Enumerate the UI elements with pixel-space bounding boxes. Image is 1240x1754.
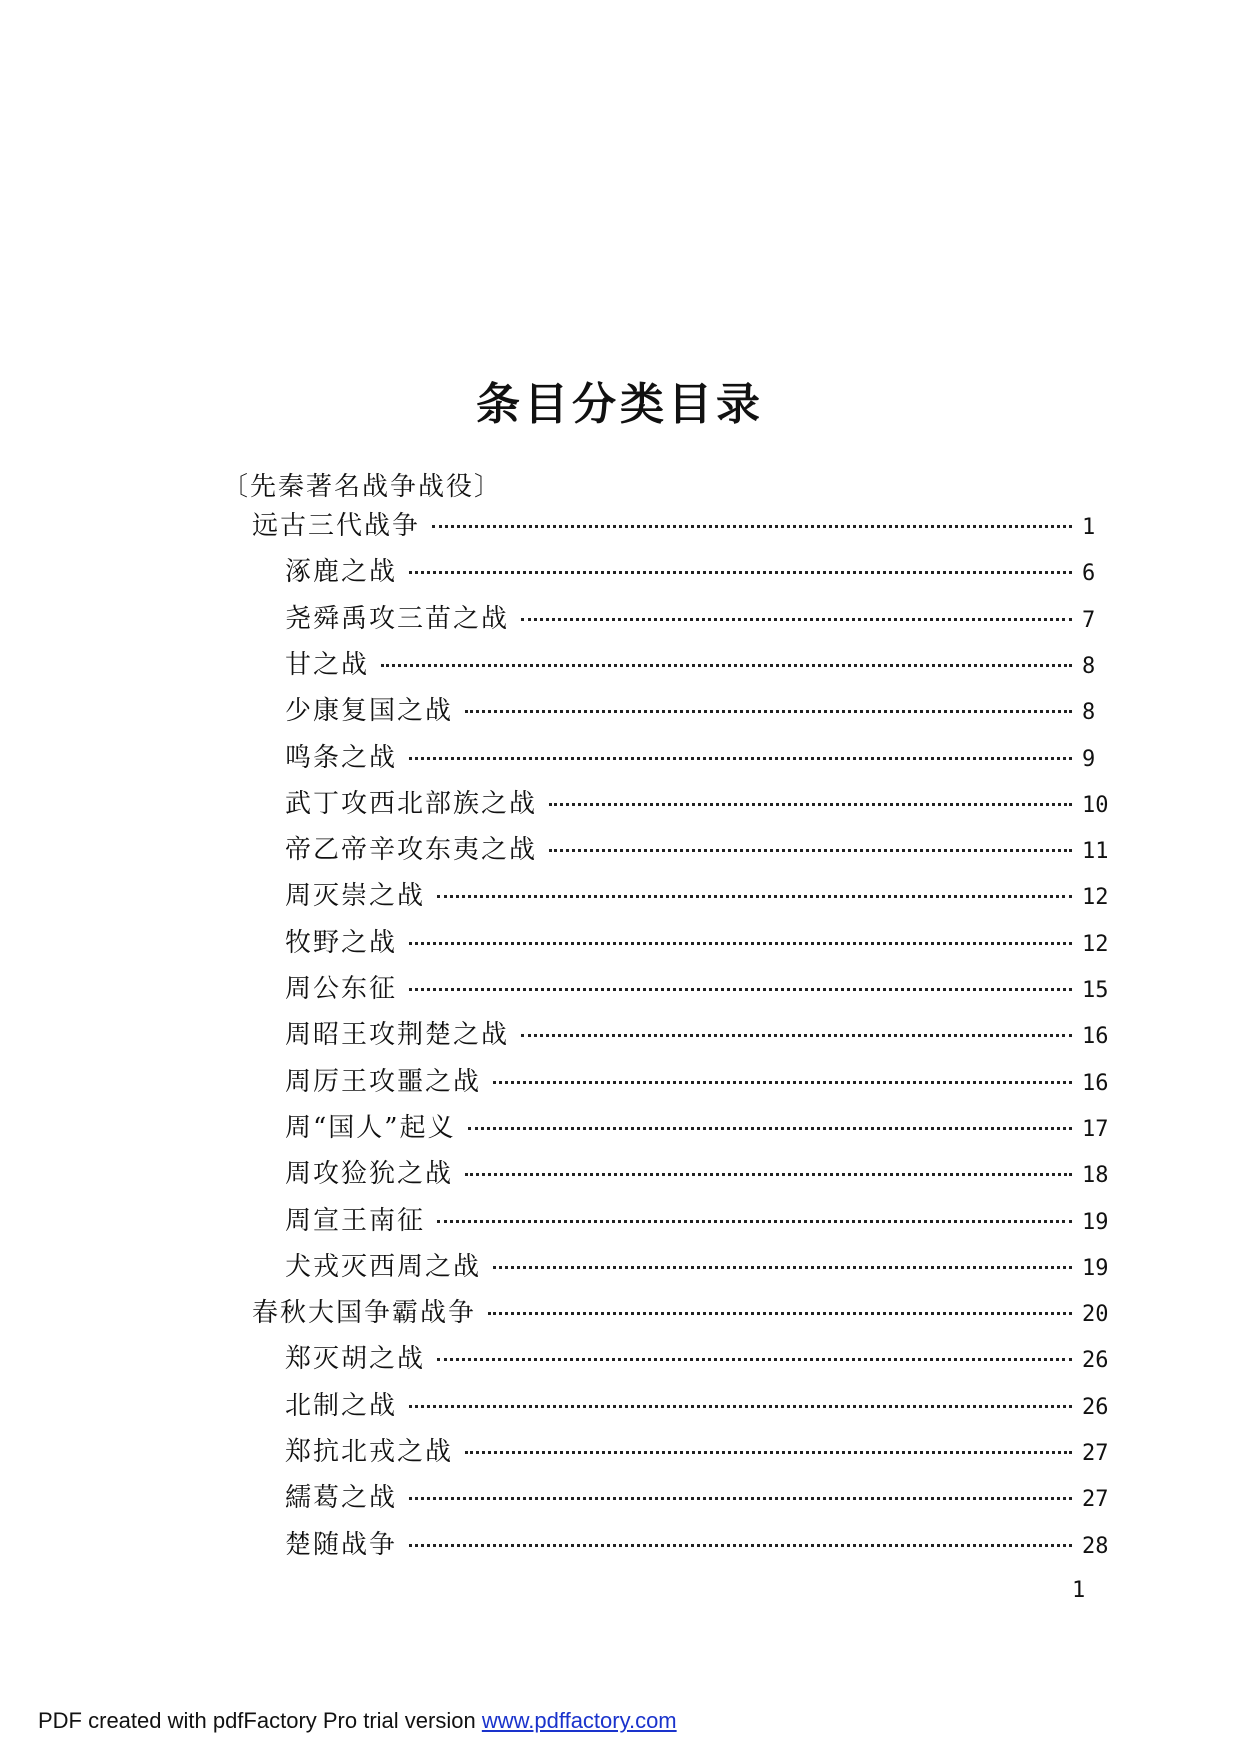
dot-leader xyxy=(521,1034,1072,1037)
toc-entry xyxy=(285,922,1116,962)
dot-leader xyxy=(437,1220,1072,1223)
dot-leader xyxy=(465,710,1072,713)
toc-entry-page: 12 xyxy=(1082,932,1109,957)
footer-link[interactable]: www.pdffactory.com xyxy=(481,1708,677,1733)
toc-entry-label: 帝乙帝辛攻东夷之战 xyxy=(285,835,538,865)
dot-leader xyxy=(521,618,1072,621)
dot-leader xyxy=(493,1081,1072,1084)
toc-entry-page: 6 xyxy=(1082,561,1096,586)
toc-entry xyxy=(285,1477,1116,1517)
toc-entry xyxy=(285,1061,1116,1101)
toc-entry xyxy=(285,1246,1116,1286)
toc-entry xyxy=(285,1014,1116,1054)
toc-entry xyxy=(252,505,1116,545)
dot-leader xyxy=(381,664,1072,667)
toc-entry xyxy=(285,783,1116,823)
toc-entry-page: 16 xyxy=(1082,1071,1109,1096)
toc-entry-label: 甘之战 xyxy=(285,650,370,680)
toc-entry-page: 26 xyxy=(1082,1348,1109,1373)
toc-entry-label: 春秋大国争霸战争 xyxy=(252,1298,477,1328)
dot-leader xyxy=(437,1358,1072,1361)
toc-entry xyxy=(285,1431,1116,1471)
toc-entry-label: 涿鹿之战 xyxy=(285,557,398,587)
dot-leader xyxy=(437,895,1072,898)
toc-entry-page: 12 xyxy=(1082,885,1109,910)
toc-entry-label: 周宣王南征 xyxy=(285,1206,426,1236)
dot-leader xyxy=(409,1497,1072,1500)
toc-entry-page: 19 xyxy=(1082,1256,1109,1281)
toc-entry-page: 19 xyxy=(1082,1210,1109,1235)
page-number: 1 xyxy=(1072,1578,1086,1603)
toc-entry xyxy=(285,551,1116,591)
dot-leader xyxy=(409,988,1072,991)
toc-entry xyxy=(285,690,1116,730)
toc-entry-label: 周灭崇之战 xyxy=(285,881,426,911)
toc-entry xyxy=(285,598,1116,638)
toc-entry-label: 楚随战争 xyxy=(285,1530,398,1560)
toc-entry-label: 鸣条之战 xyxy=(285,743,398,773)
toc-entry xyxy=(285,1107,1116,1147)
toc-entry-page: 9 xyxy=(1082,747,1096,772)
toc-entry-page: 26 xyxy=(1082,1395,1109,1420)
toc-entry-page: 27 xyxy=(1082,1487,1109,1512)
dot-leader xyxy=(432,525,1072,528)
toc-entry-page: 1 xyxy=(1082,515,1096,540)
toc-entry xyxy=(285,829,1116,869)
toc-entry-label: 周“国人”起义 xyxy=(285,1113,456,1143)
dot-leader xyxy=(468,1127,1072,1130)
toc-entry-label: 周厉王攻噩之战 xyxy=(285,1067,482,1097)
dot-leader xyxy=(493,1266,1072,1269)
toc-entry-label: 尧舜禹攻三苗之战 xyxy=(285,604,510,634)
dot-leader xyxy=(465,1451,1072,1454)
toc-entry-page: 28 xyxy=(1082,1534,1109,1559)
toc-entry-page: 18 xyxy=(1082,1163,1109,1188)
dot-leader xyxy=(409,942,1072,945)
toc-entry-label: 郑灭胡之战 xyxy=(285,1344,426,1374)
toc-entry-page: 8 xyxy=(1082,700,1096,725)
toc-entry-label: 少康复国之战 xyxy=(285,696,454,726)
dot-leader xyxy=(409,571,1072,574)
toc-entry-page: 15 xyxy=(1082,978,1109,1003)
toc-entry xyxy=(252,1292,1116,1332)
toc-entry xyxy=(285,1153,1116,1193)
toc-entry xyxy=(285,644,1116,684)
dot-leader xyxy=(409,1544,1072,1547)
toc-entry-label: 北制之战 xyxy=(285,1391,398,1421)
pdf-footer xyxy=(38,1708,677,1734)
toc-entry-page: 27 xyxy=(1082,1441,1109,1466)
dot-leader xyxy=(409,757,1072,760)
toc-entry-page: 8 xyxy=(1082,654,1096,679)
toc-entry xyxy=(285,1385,1116,1425)
toc-entry-label: 繻葛之战 xyxy=(285,1483,398,1513)
toc-entry xyxy=(285,737,1116,777)
toc-entry xyxy=(285,968,1116,1008)
toc-entry xyxy=(285,1338,1116,1378)
toc-entry-label: 犬戎灭西周之战 xyxy=(285,1252,482,1282)
toc-entry-page: 10 xyxy=(1082,793,1109,818)
toc-entry xyxy=(285,1524,1116,1564)
dot-leader xyxy=(409,1405,1072,1408)
toc-entry-label: 武丁攻西北部族之战 xyxy=(285,789,538,819)
toc-entry xyxy=(285,1200,1116,1240)
toc-entry-label: 郑抗北戎之战 xyxy=(285,1437,454,1467)
toc-entry-page: 17 xyxy=(1082,1117,1109,1142)
toc-entry-page: 16 xyxy=(1082,1024,1109,1049)
toc-entry-label: 牧野之战 xyxy=(285,928,398,958)
toc-entry-page: 11 xyxy=(1082,839,1109,864)
toc-entry-label: 远古三代战争 xyxy=(252,511,421,541)
toc-entry-label: 周攻猃狁之战 xyxy=(285,1159,454,1189)
toc-entry-label: 周昭王攻荆楚之战 xyxy=(285,1020,510,1050)
toc-entry xyxy=(285,875,1116,915)
toc-entry-page: 7 xyxy=(1082,608,1096,633)
toc-entry-label: 周公东征 xyxy=(285,974,398,1004)
dot-leader xyxy=(549,849,1072,852)
toc-entry-page: 20 xyxy=(1082,1302,1109,1327)
section-heading: 〔先秦著名战争战役〕 xyxy=(222,472,503,502)
page-title: 条目分类目录 xyxy=(476,379,764,430)
dot-leader xyxy=(549,803,1072,806)
dot-leader xyxy=(465,1173,1072,1176)
footer-text: PDF created with pdfFactory Pro trial version xyxy=(38,1708,482,1733)
dot-leader xyxy=(488,1312,1072,1315)
